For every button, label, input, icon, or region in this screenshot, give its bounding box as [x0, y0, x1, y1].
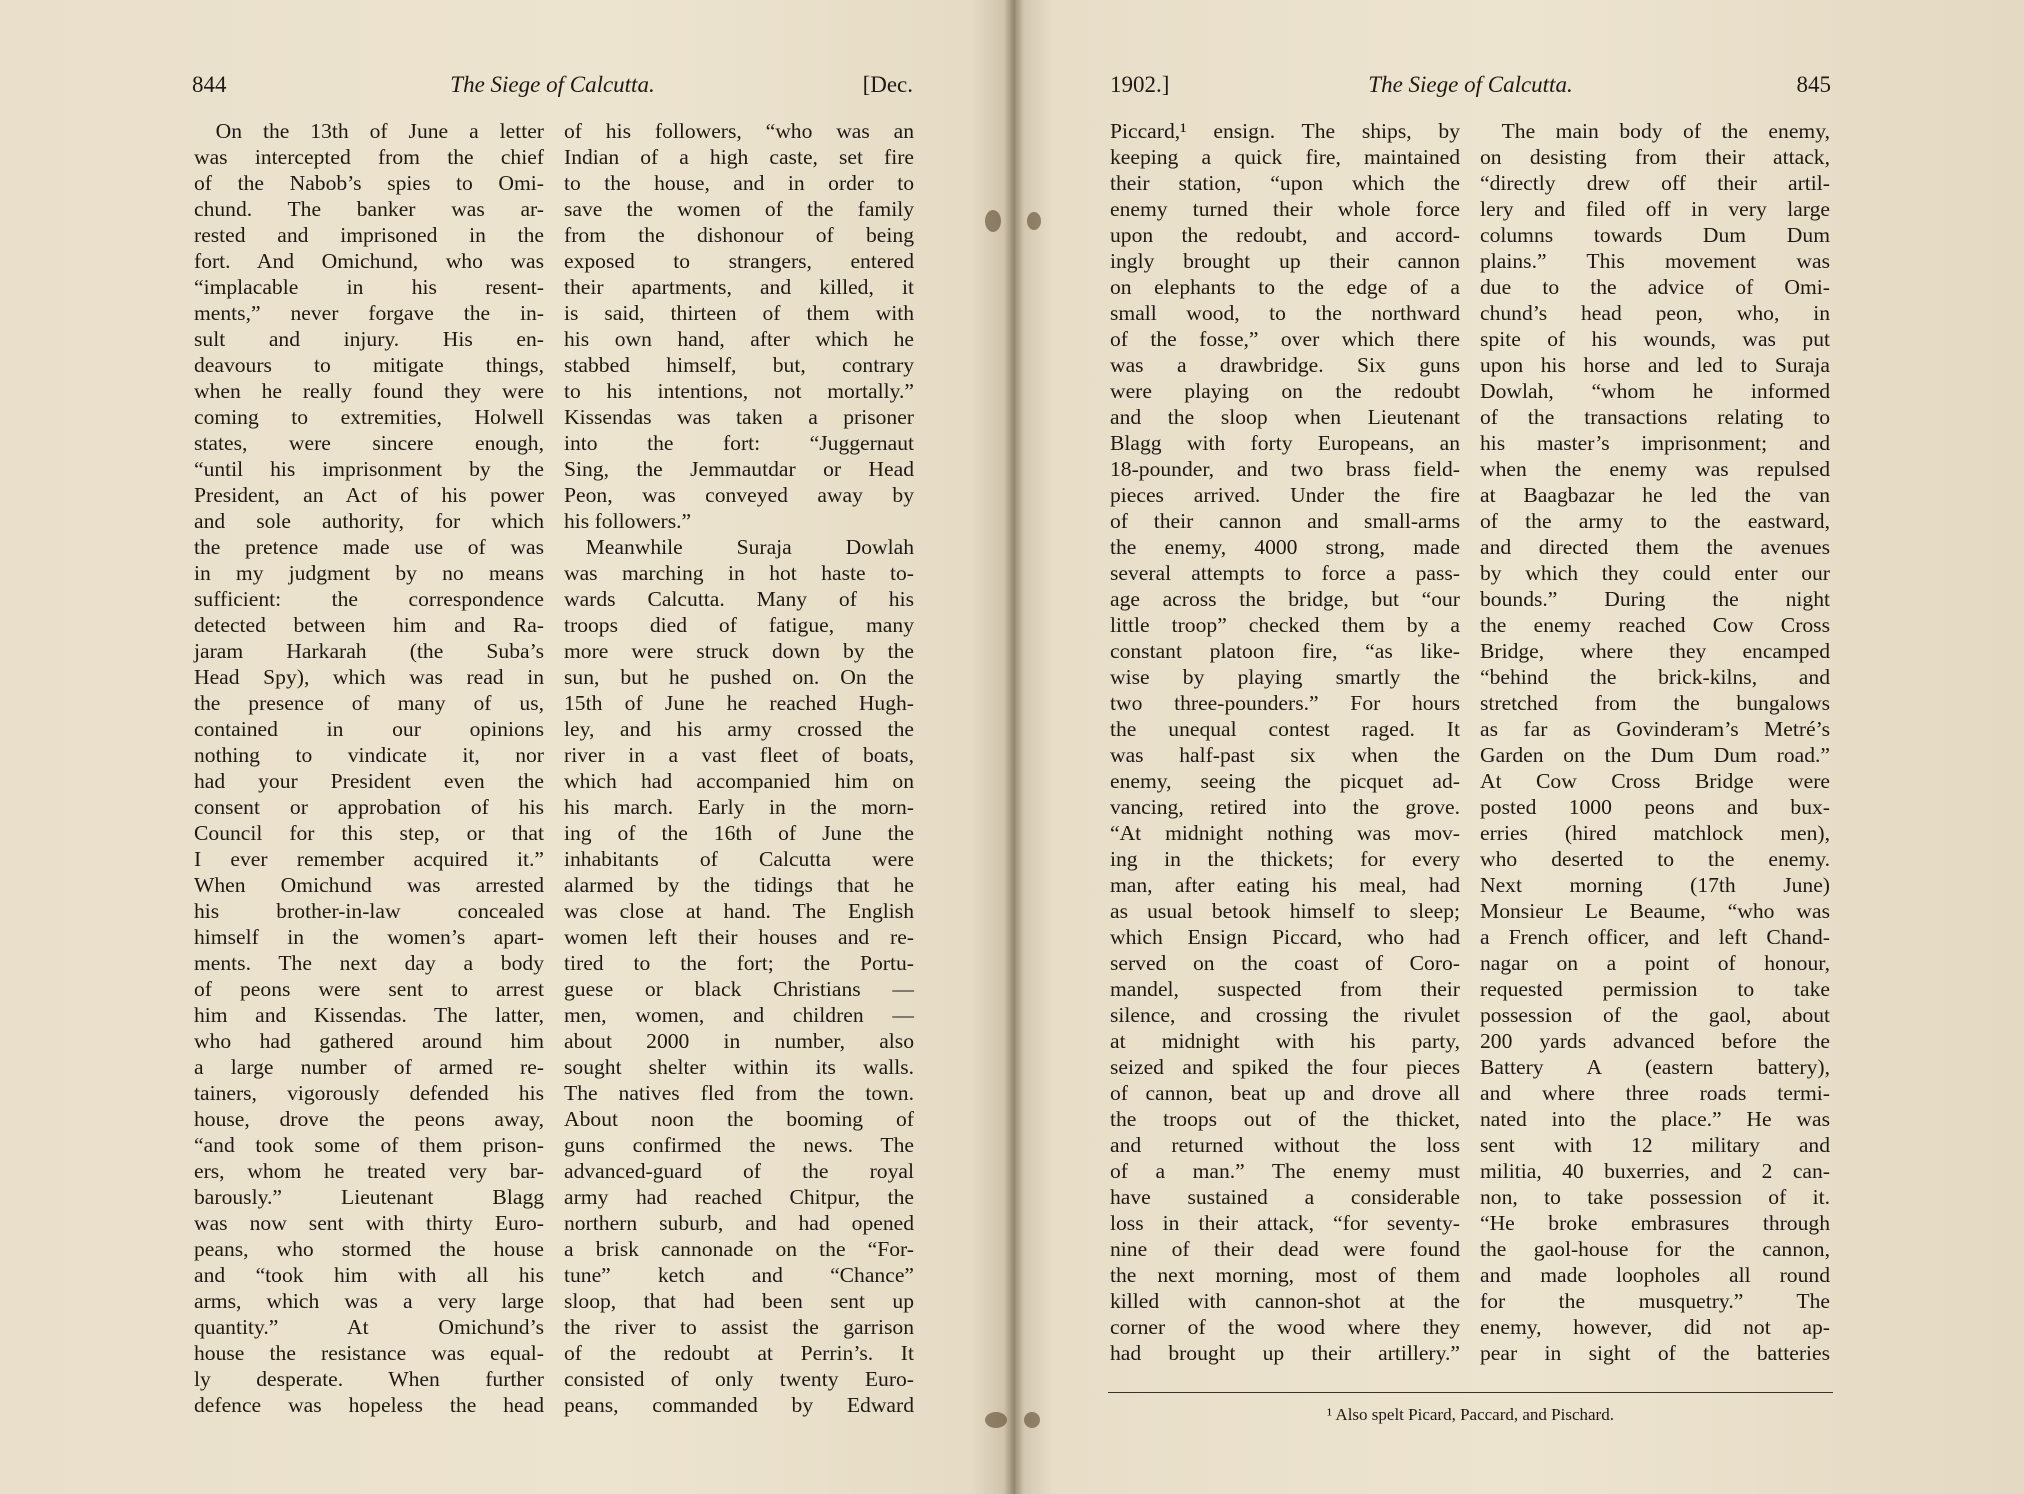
footnote: ¹ Also spelt Picard, Paccard, and Pischard. [1327, 1405, 1614, 1424]
text-line: had your President even the [194, 769, 544, 793]
text-line: bounds.” During the night [1480, 587, 1830, 611]
text-line: lery and filed off in very large [1480, 197, 1830, 221]
text-line: of his followers, “who was an [564, 119, 914, 143]
text-line: vancing, retired into the grove. [1110, 795, 1460, 819]
text-line: the troops out of the thicket, [1110, 1107, 1460, 1131]
text-line: 200 yards advanced before the [1480, 1029, 1830, 1053]
text-line: The natives fled from the town. [564, 1081, 914, 1105]
text-line: and returned without the loss [1110, 1133, 1460, 1157]
text-line: guese or black Christians — [564, 977, 914, 1001]
text-line: his master’s imprisonment; and [1480, 431, 1830, 455]
text-line: At Cow Cross Bridge were [1480, 769, 1830, 793]
text-line: ingly brought up their cannon [1110, 249, 1460, 273]
text-column-left-2 [564, 118, 914, 1418]
text-line: have sustained a considerable [1110, 1185, 1460, 1209]
text-line: house, drove the peons away, [194, 1107, 544, 1131]
text-line: On the 13th of June a letter [215, 119, 544, 143]
text-line: of the Nabob’s spies to Omi- [194, 171, 544, 195]
text-line: chund’s head peon, who, in [1480, 301, 1830, 325]
text-line: exposed to strangers, entered [564, 249, 914, 273]
text-line: constant platoon fire, “as like- [1110, 639, 1460, 663]
text-line: requested permission to take [1480, 977, 1830, 1001]
text-line: at midnight with his party, [1110, 1029, 1460, 1053]
text-line: inhabitants of Calcutta were [564, 847, 914, 871]
text-line: ments. The next day a body [194, 951, 544, 975]
text-line: the gaol-house for the cannon, [1480, 1237, 1830, 1261]
text-line: ly desperate. When further [194, 1367, 544, 1391]
text-line: pear in sight of the batteries [1480, 1341, 1830, 1365]
text-line: peans, who stormed the house [194, 1237, 544, 1261]
text-line: Head Spy), which was read in [194, 665, 544, 689]
text-line: nated into the place.” He was [1480, 1107, 1830, 1131]
text-line: keeping a quick fire, maintained [1110, 145, 1460, 169]
text-line: enemy turned their whole force [1110, 197, 1460, 221]
text-line: “implacable in his resent- [194, 275, 544, 299]
text-line: pieces arrived. Under the fire [1110, 483, 1460, 507]
text-line: chund. The banker was ar- [194, 197, 544, 221]
text-line: as usual betook himself to sleep; [1110, 899, 1460, 923]
text-line: troops died of fatigue, many [564, 613, 914, 637]
text-line: contained in our opinions [194, 717, 544, 741]
text-line: tired to the fort; the Portu- [564, 951, 914, 975]
binding-stain [1024, 1412, 1040, 1428]
text-line: and “took him with all his [194, 1263, 544, 1287]
text-line: non, to take possession of it. [1480, 1185, 1830, 1209]
text-line: from the dishonour of being [564, 223, 914, 247]
text-line: sought shelter within its walls. [564, 1055, 914, 1079]
text-line: to his intentions, not mortally.” [564, 379, 914, 403]
text-line: his brother-in-law concealed [194, 899, 544, 923]
running-title: The Siege of Calcutta. [450, 72, 655, 97]
text-line: Garden on the Dum Dum road.” [1480, 743, 1830, 767]
text-line: of peons were sent to arrest [194, 977, 544, 1001]
text-line: were playing on the redoubt [1110, 379, 1460, 403]
text-line: upon his horse and led to Suraja [1480, 353, 1830, 377]
text-line: of the transactions relating to [1480, 405, 1830, 429]
text-line: sent with 12 military and [1480, 1133, 1830, 1157]
text-column-left-1 [194, 118, 544, 1418]
text-line: Indian of a high caste, set fire [564, 145, 914, 169]
text-line: men, women, and children — [564, 1003, 914, 1027]
text-line: several attempts to force a pass- [1110, 561, 1460, 585]
text-line: a large number of armed re- [194, 1055, 544, 1079]
text-line: to the house, and in order to [564, 171, 914, 195]
text-line: Monsieur Le Beaume, “who was [1480, 899, 1830, 923]
text-line: of the redoubt at Perrin’s. It [564, 1341, 914, 1365]
text-line: on elephants to the edge of a [1110, 275, 1460, 299]
binding-stain [985, 1412, 1007, 1428]
text-line: President, an Act of his power [194, 483, 544, 507]
text-line: defence was hopeless the head [194, 1393, 544, 1417]
text-line: I ever remember acquired it.” [194, 847, 544, 871]
text-line: wise by playing smartly the [1110, 665, 1460, 689]
text-line: Kissendas was taken a prisoner [564, 405, 914, 429]
text-line: Dowlah, “whom he informed [1480, 379, 1830, 403]
text-line: 18-pounder, and two brass field- [1110, 457, 1460, 481]
text-line: “behind the brick-kilns, and [1480, 665, 1830, 689]
text-line: was now sent with thirty Euro- [194, 1211, 544, 1235]
text-line: and where three roads termi- [1480, 1081, 1830, 1105]
text-line: enemy, seeing the picquet ad- [1110, 769, 1460, 793]
binding-stain [1027, 212, 1041, 230]
text-line: the next morning, most of them [1110, 1263, 1460, 1287]
text-line: ers, whom he treated very bar- [194, 1159, 544, 1183]
text-line: was half-past six when the [1110, 743, 1460, 767]
text-line: about 2000 in number, also [564, 1029, 914, 1053]
text-line: killed with cannon-shot at the [1110, 1289, 1460, 1313]
text-line: house the resistance was equal- [194, 1341, 544, 1365]
text-line: and the sloop when Lieutenant [1110, 405, 1460, 429]
text-line: ments,” never forgave the in- [194, 301, 544, 325]
footnote-rule [1108, 1392, 1833, 1393]
text-line: seized and spiked the four pieces [1110, 1055, 1460, 1079]
text-line: posted 1000 peons and bux- [1480, 795, 1830, 819]
text-line: was marching in hot haste to- [564, 561, 914, 585]
text-line: and sole authority, for which [194, 509, 544, 533]
text-line: “until his imprisonment by the [194, 457, 544, 481]
text-line: northern suburb, and had opened [564, 1211, 914, 1235]
text-line: “He broke embrasures through [1480, 1211, 1830, 1235]
text-line: the river to assist the garrison [564, 1315, 914, 1339]
text-line: and directed them the avenues [1480, 535, 1830, 559]
text-line: states, were sincere enough, [194, 431, 544, 455]
text-line: peans, commanded by Edward [564, 1393, 914, 1417]
text-line: save the women of the family [564, 197, 914, 221]
text-line: Bridge, where they encamped [1480, 639, 1830, 663]
text-line: upon the redoubt, and accord- [1110, 223, 1460, 247]
text-line: the enemy, 4000 strong, made [1110, 535, 1460, 559]
text-line: his own hand, after which he [564, 327, 914, 351]
text-line: little troop” checked them by a [1110, 613, 1460, 637]
text-line: which had accompanied him on [564, 769, 914, 793]
text-line: Meanwhile Suraja Dowlah [585, 535, 914, 559]
text-line: quantity.” At Omichund’s [194, 1315, 544, 1339]
text-line: was intercepted from the chief [194, 145, 544, 169]
text-line: sult and injury. His en- [194, 327, 544, 351]
text-line: was close at hand. The English [564, 899, 914, 923]
running-date: [Dec. [862, 72, 913, 97]
text-column-right-2 [1480, 118, 1830, 1366]
text-line: Next morning (17th June) [1480, 873, 1830, 897]
text-line: alarmed by the tidings that he [564, 873, 914, 897]
right-page-header [1108, 72, 1833, 108]
text-line: wards Calcutta. Many of his [564, 587, 914, 611]
text-line: when the enemy was repulsed [1480, 457, 1830, 481]
text-line: him and Kissendas. The latter, [194, 1003, 544, 1027]
left-page-header [190, 72, 915, 108]
text-line: barously.” Lieutenant Blagg [194, 1185, 544, 1209]
text-column-right-1 [1110, 118, 1460, 1366]
text-line: due to the advice of Omi- [1480, 275, 1830, 299]
text-line: silence, and crossing the rivulet [1110, 1003, 1460, 1027]
text-line: corner of the wood where they [1110, 1315, 1460, 1339]
text-line: sufficient: the correspondence [194, 587, 544, 611]
text-line: mandel, suspected from their [1110, 977, 1460, 1001]
text-line: sloop, that had been sent up [564, 1289, 914, 1313]
text-line: consent or approbation of his [194, 795, 544, 819]
text-line: his march. Early in the morn- [564, 795, 914, 819]
text-line: loss in their attack, “for seventy- [1110, 1211, 1460, 1235]
text-line: is said, thirteen of them with [564, 301, 914, 325]
text-line: his followers.” [564, 509, 692, 533]
text-line: river in a vast fleet of boats, [564, 743, 914, 767]
text-line: of the army to the eastward, [1480, 509, 1830, 533]
text-line: tune” ketch and “Chance” [564, 1263, 914, 1287]
text-line: himself in the women’s apart- [194, 925, 544, 949]
text-line: the unequal contest raged. It [1110, 717, 1460, 741]
text-line: When Omichund was arrested [194, 873, 544, 897]
running-title: The Siege of Calcutta. [1368, 72, 1573, 97]
text-line: ing of the 16th of June the [564, 821, 914, 845]
text-line: of their cannon and small-arms [1110, 509, 1460, 533]
text-line: in my judgment by no means [194, 561, 544, 585]
text-line: advanced-guard of the royal [564, 1159, 914, 1183]
text-line: detected between him and Ra- [194, 613, 544, 637]
text-line: who had gathered around him [194, 1029, 544, 1053]
text-line: fort. And Omichund, who was [194, 249, 544, 273]
page-number: 844 [192, 72, 227, 97]
text-line: possession of the gaol, about [1480, 1003, 1830, 1027]
text-line: militia, 40 buxerries, and 2 can- [1480, 1159, 1830, 1183]
text-line: sun, but he pushed on. On the [564, 665, 914, 689]
text-line: erries (hired matchlock men), [1480, 821, 1830, 845]
binding-stain [985, 210, 1001, 232]
text-line: deavours to mitigate things, [194, 353, 544, 377]
text-line: “At midnight nothing was mov- [1110, 821, 1460, 845]
text-line: their apartments, and killed, it [564, 275, 914, 299]
text-line: when he really found they were [194, 379, 544, 403]
text-line: as far as Govinderam’s Metré’s [1480, 717, 1830, 741]
text-line: a brisk cannonade on the “For- [564, 1237, 914, 1261]
text-line: who deserted to the enemy. [1480, 847, 1830, 871]
text-line: and made loopholes all round [1480, 1263, 1830, 1287]
text-line: man, after eating his meal, had [1110, 873, 1460, 897]
text-line: women left their houses and re- [564, 925, 914, 949]
text-line: their station, “upon which the [1110, 171, 1460, 195]
text-line: nothing to vindicate it, nor [194, 743, 544, 767]
text-line: for the musquetry.” The [1480, 1289, 1830, 1313]
text-line: into the fort: “Juggernaut [564, 431, 914, 455]
text-line: stabbed himself, but, contrary [564, 353, 914, 377]
text-line: arms, which was a very large [194, 1289, 544, 1313]
text-line: 15th of June he reached Hugh- [564, 691, 914, 715]
text-line: age across the bridge, but “our [1110, 587, 1460, 611]
text-line: had brought up their artillery.” [1110, 1341, 1460, 1365]
text-line: more were struck down by the [564, 639, 914, 663]
text-line: the pretence made use of was [194, 535, 544, 559]
text-line: columns towards Dum Dum [1480, 223, 1830, 247]
text-line: the enemy reached Cow Cross [1480, 613, 1830, 637]
page-number: 845 [1796, 72, 1831, 97]
text-line: of a man.” The enemy must [1110, 1159, 1460, 1183]
text-line: was a drawbridge. Six guns [1110, 353, 1460, 377]
text-line: jaram Harkarah (the Suba’s [194, 639, 544, 663]
text-line: “and took some of them prison- [194, 1133, 544, 1157]
text-line: which Ensign Piccard, who had [1110, 925, 1460, 949]
text-line: Piccard,¹ ensign. The ships, by [1110, 119, 1460, 143]
text-line: on desisting from their attack, [1480, 145, 1830, 169]
text-line: Blagg with forty Europeans, an [1110, 431, 1460, 455]
text-line: spite of his wounds, was put [1480, 327, 1830, 351]
book-gutter [1004, 0, 1024, 1494]
text-line: enemy, however, did not ap- [1480, 1315, 1830, 1339]
text-line: plains.” This movement was [1480, 249, 1830, 273]
text-line: served on the coast of Coro- [1110, 951, 1460, 975]
text-line: Sing, the Jemmautdar or Head [564, 457, 914, 481]
text-line: ley, and his army crossed the [564, 717, 914, 741]
text-line: rested and imprisoned in the [194, 223, 544, 247]
text-line: the presence of many of us, [194, 691, 544, 715]
text-line: The main body of the enemy, [1501, 119, 1830, 143]
text-line: at Baagbazar he led the van [1480, 483, 1830, 507]
left-page [190, 0, 915, 1494]
text-line: stretched from the bungalows [1480, 691, 1830, 715]
text-line: coming to extremities, Holwell [194, 405, 544, 429]
right-page [1108, 0, 1833, 1494]
text-line: of the fosse,” over which there [1110, 327, 1460, 351]
text-line: consisted of only twenty Euro- [564, 1367, 914, 1391]
text-line: small wood, to the northward [1110, 301, 1460, 325]
text-line: nine of their dead were found [1110, 1237, 1460, 1261]
text-line: of cannon, beat up and drove all [1110, 1081, 1460, 1105]
text-line: army had reached Chitpur, the [564, 1185, 914, 1209]
text-line: by which they could enter our [1480, 561, 1830, 585]
text-line: Peon, was conveyed away by [564, 483, 914, 507]
text-line: Battery A (eastern battery), [1480, 1055, 1830, 1079]
text-line: tainers, vigorously defended his [194, 1081, 544, 1105]
text-line: “directly drew off their artil- [1480, 171, 1830, 195]
text-line: a French officer, and left Chand- [1480, 925, 1830, 949]
running-date: 1902.] [1110, 72, 1170, 97]
text-line: ing in the thickets; for every [1110, 847, 1460, 871]
text-line: two three-pounders.” For hours [1110, 691, 1460, 715]
text-line: guns confirmed the news. The [564, 1133, 914, 1157]
text-line: Council for this step, or that [194, 821, 544, 845]
text-line: About noon the booming of [564, 1107, 914, 1131]
text-line: nagar on a point of honour, [1480, 951, 1830, 975]
